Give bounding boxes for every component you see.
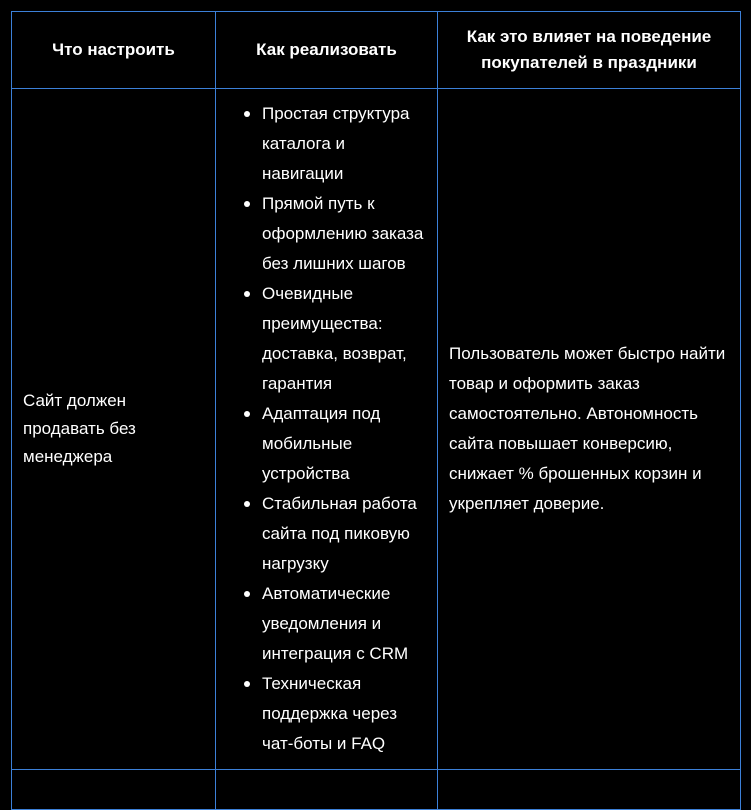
list-item: Прямой путь к оформлению заказа без лишних шагов bbox=[244, 189, 431, 279]
table-row bbox=[12, 89, 741, 770]
list-item: Автоматические уведомления и интеграция с CRM bbox=[244, 579, 431, 669]
list-item: Техническая поддержка через чат-боты и FAQ bbox=[244, 669, 431, 759]
list-item: Стабильная работа сайта под пиковую нагрузку bbox=[244, 489, 431, 579]
implementation-list bbox=[216, 99, 431, 759]
column-header-how: Как реализовать bbox=[216, 12, 438, 89]
cell-effect bbox=[438, 770, 741, 810]
table-header-row bbox=[12, 12, 741, 89]
cell-how bbox=[216, 89, 438, 770]
table-row bbox=[12, 770, 741, 810]
cell-what: Сайт должен продавать без менеджера bbox=[12, 89, 216, 770]
cell-how bbox=[216, 770, 438, 810]
table-body bbox=[12, 89, 741, 810]
column-header-effect: Как это влияет на поведение покупателей в праздники bbox=[438, 12, 741, 89]
table-header bbox=[12, 12, 741, 89]
list-item: Очевидные преимущества: доставка, возврат, гарантия bbox=[244, 279, 431, 399]
comparison-table bbox=[11, 11, 741, 810]
list-item: Адаптация под мобильные устройства bbox=[244, 399, 431, 489]
list-item: Простая структура каталога и навигации bbox=[244, 99, 431, 189]
column-header-what: Что настроить bbox=[12, 12, 216, 89]
cell-what bbox=[12, 770, 216, 810]
cell-effect: Пользователь может быстро найти товар и оформить заказ самостоятельно. Автономность сайта повышает конверсию, снижает % брошенных корзин и укрепляет доверие. bbox=[438, 89, 741, 770]
